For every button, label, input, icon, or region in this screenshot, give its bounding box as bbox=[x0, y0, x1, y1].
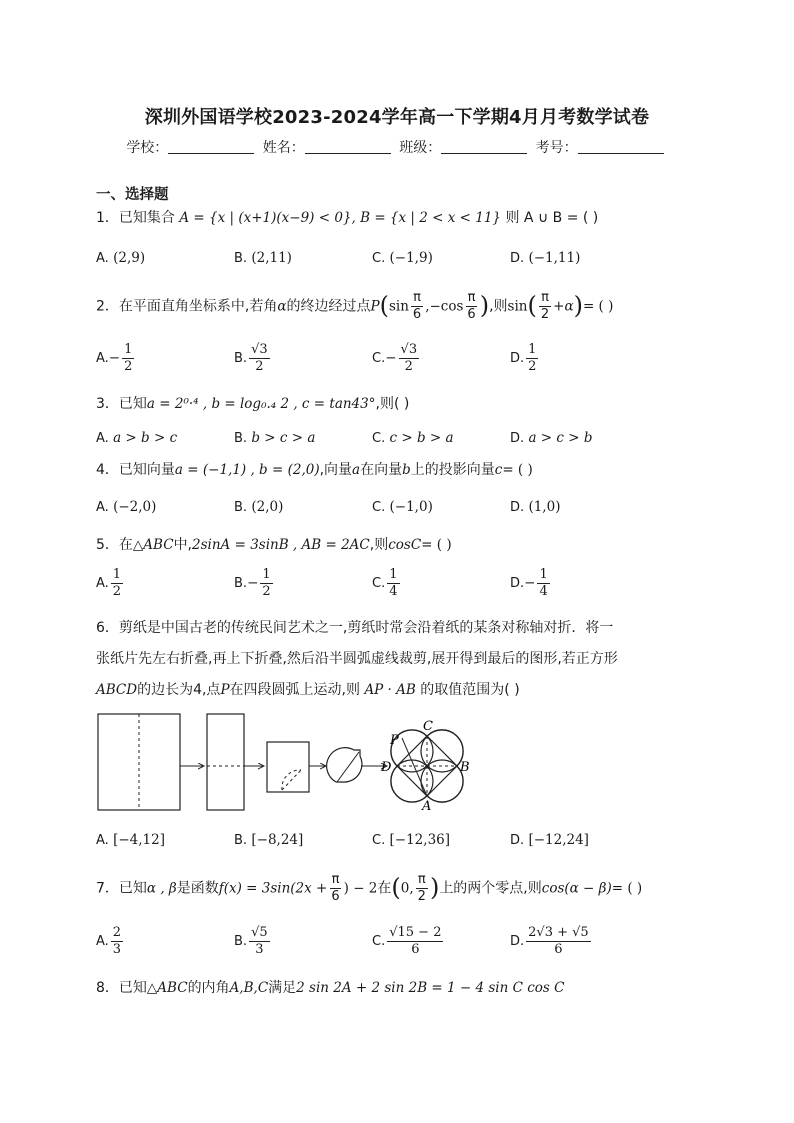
class-label: 班级： bbox=[399, 140, 442, 156]
q1-option-c[interactable]: C. (−1,9) bbox=[372, 250, 433, 266]
q6-line-1: 6．剪纸是中国古老的传统民间艺术之一,剪纸时常会沿着纸的某条对称轴对折．将一 bbox=[96, 620, 614, 636]
q8-angles: A,B,C bbox=[229, 980, 269, 996]
q5-option-a[interactable]: A. $\frac{1}{2}$ bbox=[96, 567, 122, 599]
q3-stem: 3．已知 bbox=[96, 396, 147, 412]
q4-vec-b: b bbox=[402, 462, 411, 478]
q3-option-a[interactable]: A. a > b > c bbox=[96, 430, 178, 446]
q5-expr: 2sinA = 3sinB , AB = 2AC bbox=[192, 537, 370, 553]
q8-stem: 8．已知 bbox=[96, 980, 147, 996]
q2-sin: sin bbox=[388, 298, 409, 315]
q2-cos: ,−cos bbox=[425, 298, 464, 315]
q1-option-a[interactable]: A. (2,9) bbox=[96, 250, 146, 266]
q5-cos: cosC bbox=[388, 537, 422, 553]
q7-alpha-beta: α , β bbox=[146, 880, 177, 897]
q6-line-2: 张纸片先左右折叠,再上下折叠,然后沿半圆弧虚线裁剪,展开得到最后的图形,若正方形 bbox=[96, 651, 618, 667]
school-label: 学校： bbox=[126, 140, 169, 156]
q1-set-b: , B = {x | 2 < x < 11} bbox=[351, 210, 502, 226]
q2-sin-2: sin bbox=[507, 298, 528, 315]
quarter-sheet bbox=[267, 742, 309, 792]
q6-option-a[interactable]: A. [−4,12] bbox=[96, 832, 165, 848]
q7-function: f(x) = 3sin(2x + bbox=[218, 880, 328, 897]
q4-stem: 4．已知向量 bbox=[96, 462, 175, 478]
question-3 bbox=[96, 393, 716, 415]
q7-option-a[interactable]: A. $\frac{2}{3}$ bbox=[96, 925, 122, 957]
q7-tail: = ( ) bbox=[611, 880, 643, 897]
label-a: A bbox=[422, 799, 432, 812]
q4-option-a[interactable]: A. (−2,0) bbox=[96, 499, 157, 515]
q2-option-d[interactable]: D. $\frac{1}{2}$ bbox=[510, 342, 537, 374]
q4-option-d[interactable]: D. (1,0) bbox=[510, 499, 561, 515]
q4-stem-3: 在向量 bbox=[360, 462, 403, 478]
question-1 bbox=[96, 207, 716, 229]
q6-vector-expr: AP · AB bbox=[364, 682, 416, 698]
q8-triangle: △ABC bbox=[146, 980, 188, 996]
label-c: C bbox=[423, 719, 433, 734]
label-b: B bbox=[460, 760, 470, 775]
q7-option-c[interactable]: C. $\frac{√15 - 2}{6}$ bbox=[372, 925, 442, 957]
q5-stem: 5．在 bbox=[96, 537, 133, 553]
section-heading: 一、选择题 bbox=[96, 187, 169, 203]
q5-tail: = ( ) bbox=[421, 537, 452, 553]
q8-stem-2: 的内角 bbox=[187, 980, 230, 996]
student-info-line bbox=[0, 137, 794, 157]
q5-triangle: △ABC bbox=[132, 537, 174, 553]
class-blank[interactable] bbox=[441, 141, 527, 154]
q4-vec-c: c bbox=[494, 462, 503, 478]
page-title: 深圳外国语学校2023-2024学年高一下学期4月月考数学试卷 bbox=[144, 107, 650, 128]
q5-stem-2: 中, bbox=[173, 537, 193, 553]
q2-plus-alpha: +α bbox=[553, 298, 574, 315]
question-6 bbox=[96, 613, 696, 706]
q7-option-d[interactable]: D. $\frac{2√3 + √5}{6}$ bbox=[510, 925, 589, 957]
q1-option-b[interactable]: B. (2,11) bbox=[234, 250, 292, 266]
q5-option-d[interactable]: D.− $\frac{1}{4}$ bbox=[510, 567, 548, 599]
q5-option-b[interactable]: B.− $\frac{1}{2}$ bbox=[234, 567, 271, 599]
number-blank[interactable] bbox=[578, 141, 664, 154]
cut-line bbox=[282, 770, 301, 790]
q2-point-p: P bbox=[370, 298, 380, 315]
q2-option-a[interactable]: A.− $\frac{1}{2}$ bbox=[96, 342, 133, 374]
q4-option-b[interactable]: B. (2,0) bbox=[234, 499, 284, 515]
school-blank[interactable] bbox=[168, 141, 254, 154]
q7-cos: cos(α − β) bbox=[541, 880, 612, 897]
folded-sheet bbox=[207, 714, 244, 810]
q5-option-c[interactable]: C. $\frac{1}{4}$ bbox=[372, 567, 398, 599]
q7-stem-4: 上的两个零点,则 bbox=[439, 880, 542, 897]
cut-piece bbox=[327, 748, 362, 782]
q4-vec-a: a bbox=[352, 462, 361, 478]
q3-option-c[interactable]: C. c > b > a bbox=[372, 430, 454, 446]
q3-option-b[interactable]: B. b > c > a bbox=[234, 430, 316, 446]
q1-stem: 1．已知集合 bbox=[96, 210, 175, 226]
label-d: D bbox=[381, 760, 392, 775]
q6-option-d[interactable]: D. [−12,24] bbox=[510, 832, 589, 848]
q2-alpha: α bbox=[277, 298, 287, 315]
q2-option-b[interactable]: B. $\frac{√3}{2}$ bbox=[234, 342, 268, 374]
q1-option-d[interactable]: D. (−1,11) bbox=[510, 250, 581, 266]
paper-cut-figure bbox=[96, 712, 496, 812]
q7-option-b[interactable]: B. $\frac{√5}{3}$ bbox=[234, 925, 268, 957]
q4-option-c[interactable]: C. (−1,0) bbox=[372, 499, 433, 515]
label-p: P bbox=[390, 733, 399, 748]
q2-tail: = ( ) bbox=[582, 298, 614, 315]
name-blank[interactable] bbox=[305, 141, 391, 154]
q3-tail: ,则( ) bbox=[375, 396, 410, 412]
question-8 bbox=[96, 977, 716, 999]
q4-stem-2: ,向量 bbox=[319, 462, 353, 478]
q2-stem-3: ,则 bbox=[489, 298, 508, 315]
q4-tail: = ( ) bbox=[502, 462, 533, 478]
number-label: 考号： bbox=[535, 140, 578, 156]
q8-stem-3: 满足 bbox=[268, 980, 297, 996]
q6-option-c[interactable]: C. [−12,36] bbox=[372, 832, 451, 848]
q7-stem: 7．已知 bbox=[96, 880, 147, 897]
q7-interval-start: 0, bbox=[400, 880, 414, 897]
q4-expr: a = (−1,1) , b = (2,0) bbox=[174, 462, 320, 478]
q2-stem: 2．在平面直角坐标系中,若角 bbox=[96, 298, 278, 315]
name-label: 姓名： bbox=[262, 140, 305, 156]
q7-function-2: ) − 2 bbox=[343, 880, 378, 897]
question-4 bbox=[96, 459, 716, 481]
q6-option-b[interactable]: B. [−8,24] bbox=[234, 832, 304, 848]
question-5 bbox=[96, 534, 716, 556]
q7-stem-2: 是函数 bbox=[176, 880, 219, 897]
question-7: 7．已知α , β是函数f(x) = 3sin(2x + $\frac{\pi}{6}$ ) − 2在(0, $\frac{\pi}{2}$ )上的两个零点,则cos(α − β)= ( ) bbox=[96, 872, 643, 904]
q4-stem-4: 上的投影向量 bbox=[410, 462, 495, 478]
q6-line-3: ABCD的边长为4,点P在四段圆弧上运动,则 AP · AB 的取值范围为( ) bbox=[96, 682, 520, 698]
q7-stem-3: 在 bbox=[377, 880, 392, 897]
q1-tail: 则 A ∪ B = ( ) bbox=[505, 210, 599, 226]
q8-expr: 2 sin 2A + 2 sin 2B = 1 − 4 sin C cos C bbox=[296, 980, 565, 996]
question-2: 2．在平面直角坐标系中,若角α的终边经过点P(sin $\frac{\pi}{6}$ ,−cos $\frac{\pi}{6}$ ),则sin( $\frac{\pi}{2}$ +α)= ( ) bbox=[96, 290, 614, 322]
q3-option-d[interactable]: D. a > c > b bbox=[510, 430, 593, 446]
q1-set-a: A = {x | (x+1)(x−9) < 0} bbox=[179, 210, 352, 226]
four-arc-shape bbox=[389, 728, 465, 804]
q3-expr: a = 2⁰·⁴ , b = log₀.₄ 2 , c = tan43° bbox=[146, 396, 376, 412]
q2-option-c[interactable]: C.− $\frac{√3}{2}$ bbox=[372, 342, 418, 374]
q2-stem-2: 的终边经过点 bbox=[286, 298, 371, 315]
q5-stem-3: ,则 bbox=[369, 537, 389, 553]
